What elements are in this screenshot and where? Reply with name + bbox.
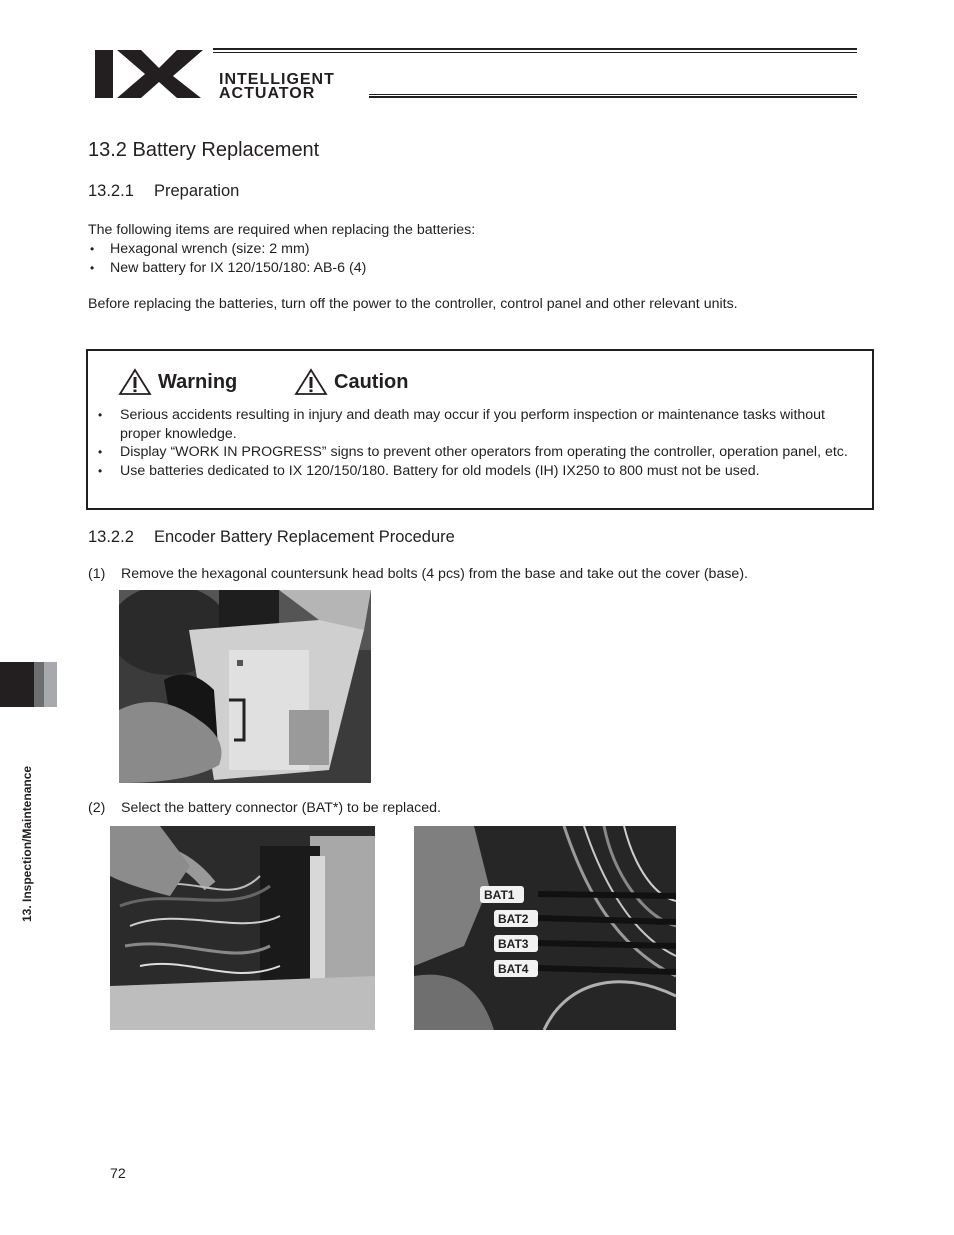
warning-item: • Display “WORK IN PROGRESS” signs to prevent other operators from operating the controller, operation panel, etc. [98,443,864,462]
logo-line1: INTELLIGENT [219,71,335,88]
subsection-number: 13.2.2 [88,528,134,546]
intro-text: The following items are required when replacing the batteries: [88,222,476,238]
bat3-label: BAT3 [498,937,529,951]
warning-list [98,406,864,480]
step-2 [88,800,441,816]
warning-triangle-icon [118,368,152,396]
step-number: (1) [88,566,106,582]
warning-label: Warning [158,370,238,393]
step-text: Remove the hexagonal countersunk head bolts (4 pcs) from the base and take out the cover (base). [121,566,748,582]
subsection-number: 13.2.1 [88,182,134,200]
caution-label: Caution [334,370,409,393]
caution-heading [294,368,408,396]
chapter-side-tab [0,662,57,707]
step-1 [88,566,748,582]
subsection-preparation [88,182,239,201]
section-title: 13.2 Battery Replacement [88,139,320,161]
step-number: (2) [88,800,106,816]
page-number: 72 [110,1166,126,1182]
intelligent-actuator-logo [93,46,859,102]
logo-line2: ACTUATOR [219,85,316,102]
subsection-title: Preparation [154,182,240,200]
warning-heading [118,368,237,396]
warning-item: • Use batteries dedicated to IX 120/150/180. Battery for old models (IH) IX250 to 800 must not be used. [98,462,864,481]
subsection-procedure [88,528,455,547]
bat1-label: BAT1 [484,888,515,902]
chapter-label: 13. Inspection/Maintenance [20,765,34,922]
required-items-list [88,240,366,278]
list-item: • Hexagonal wrench (size: 2 mm) [88,240,366,259]
subsection-title: Encoder Battery Replacement Procedure [154,528,455,546]
bat2-label: BAT2 [498,912,529,926]
step-text: Select the battery connector (BAT*) to be replaced. [121,800,441,816]
bat4-label: BAT4 [498,962,529,976]
caution-triangle-icon [294,368,328,396]
list-item: • New battery for IX 120/150/180: AB-6 (4) [88,259,366,278]
photo-remove-cover [119,590,371,783]
power-off-note: Before replacing the batteries, turn off the power to the controller, control panel and other relevant units. [88,296,738,312]
warning-item: • Serious accidents resulting in injury and death may occur if you perform inspection or maintenance tasks without proper knowledge. [98,406,864,443]
warning-caution-box [86,349,874,510]
photo-bat-labels [414,826,676,1030]
photo-battery-wiring [110,826,375,1030]
